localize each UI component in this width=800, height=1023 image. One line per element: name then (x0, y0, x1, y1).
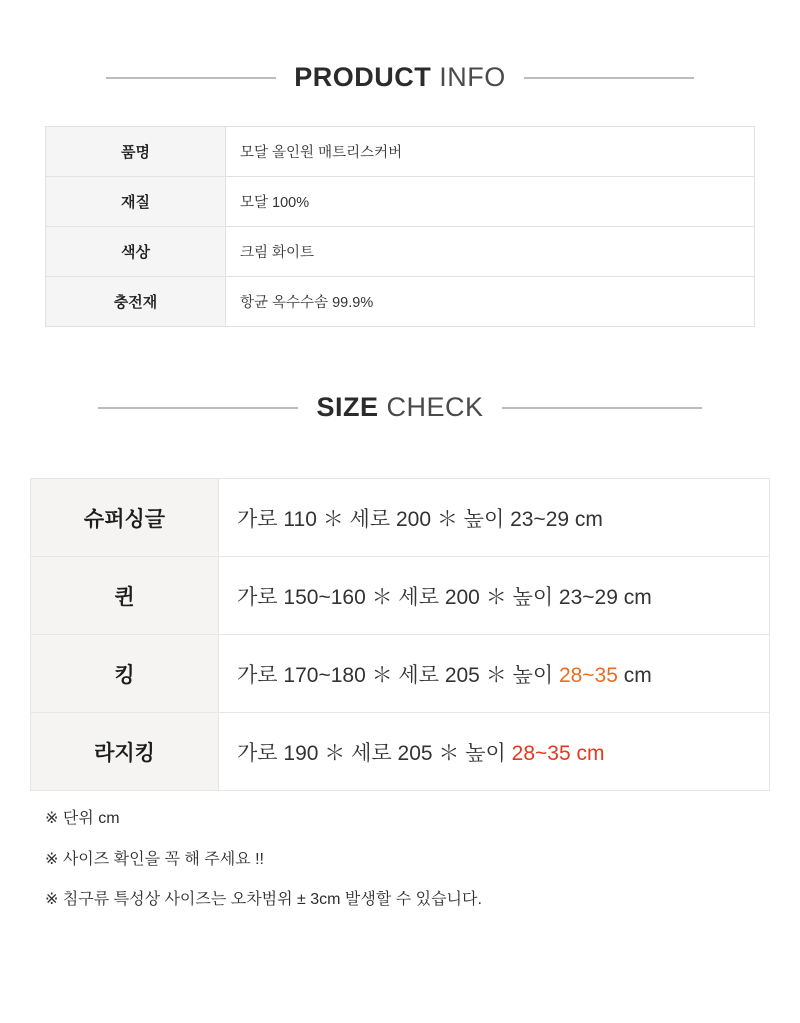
heading-rule-left (98, 407, 298, 409)
note-item: ※ 침구류 특성상 사이즈는 오차범위 ± 3cm 발생할 수 있습니다. (45, 891, 482, 909)
product-info-value: 크림 화이트 (226, 227, 755, 277)
heading-rule-left (106, 77, 276, 79)
note-item: ※ 사이즈 확인을 꼭 해 주세요 !! (45, 850, 264, 868)
table-row (31, 713, 770, 791)
notes-list (45, 808, 765, 930)
product-info-title (294, 62, 506, 93)
table-row (31, 479, 770, 557)
size-check-title-light: CHECK (378, 392, 484, 422)
size-label: 퀸 (31, 557, 219, 635)
size-value-post: cm (617, 663, 652, 687)
size-check-title (316, 392, 483, 423)
heading-rule-right (524, 77, 694, 79)
product-info-label: 충전재 (46, 277, 226, 327)
product-info-table (45, 126, 755, 327)
note-item: ※ 단위 cm (45, 810, 120, 827)
product-info-heading (0, 62, 800, 93)
product-info-value: 항균 옥수수솜 99.9% (226, 277, 755, 327)
size-value-pre: 가로 190 ＊ 세로 205 ＊ 높이 (237, 741, 512, 765)
size-value-pre: 가로 170~180 ＊ 세로 205 ＊ 높이 (237, 663, 559, 687)
table-row (46, 127, 755, 177)
size-label: 킹 (31, 635, 219, 713)
size-value (219, 557, 770, 635)
size-check-table (30, 478, 770, 791)
heading-rule-right (502, 407, 702, 409)
product-info-label: 색상 (46, 227, 226, 277)
table-row (46, 227, 755, 277)
product-info-value: 모달 올인원 매트리스커버 (226, 127, 755, 177)
product-info-label: 재질 (46, 177, 226, 227)
size-value (219, 635, 770, 713)
size-value-pre: 가로 110 ＊ 세로 200 ＊ 높이 23~29 cm (237, 507, 603, 531)
size-check-title-strong: SIZE (316, 392, 379, 422)
product-info-title-light: INFO (431, 62, 506, 92)
size-value (219, 713, 770, 791)
product-info-value: 모달 100% (226, 177, 755, 227)
table-row (46, 277, 755, 327)
size-label: 슈퍼싱글 (31, 479, 219, 557)
size-value (219, 479, 770, 557)
product-info-title-strong: PRODUCT (294, 62, 432, 92)
size-check-heading (0, 392, 800, 423)
product-info-label: 품명 (46, 127, 226, 177)
size-value-highlight: 28~35 cm (511, 741, 605, 765)
table-row (46, 177, 755, 227)
size-value-pre: 가로 150~160 ＊ 세로 200 ＊ 높이 23~29 cm (237, 585, 652, 609)
size-value-highlight: 28~35 (558, 663, 618, 687)
table-row (31, 635, 770, 713)
size-label: 라지킹 (31, 713, 219, 791)
table-row (31, 557, 770, 635)
